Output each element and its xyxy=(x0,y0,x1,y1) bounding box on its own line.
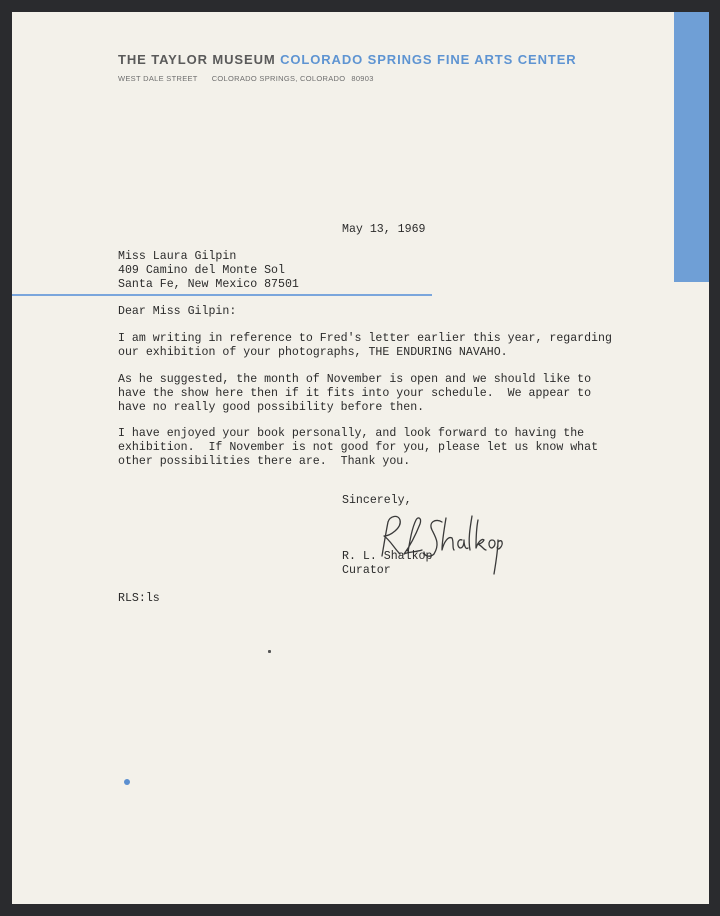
museum-name: THE TAYLOR MUSEUM xyxy=(118,52,276,67)
signer-title: Curator xyxy=(342,564,391,577)
paragraph-line: have the show here then if it fits into your schedule. We appear to xyxy=(118,386,592,400)
paragraph-line: I am writing in reference to Fred's letter earlier this year, regarding xyxy=(118,332,612,345)
paragraph-line: exhibition. If November is not good for you, please let us know what xyxy=(118,440,599,454)
blue-ink-dot xyxy=(124,779,130,785)
closing: Sincerely, xyxy=(342,494,412,507)
body-paragraph-2 xyxy=(118,373,591,414)
letterhead-blue-bar xyxy=(674,12,709,282)
paragraph-line: have no really good possibility before then. xyxy=(118,400,425,414)
reference-initials: RLS:ls xyxy=(118,592,160,605)
letterhead-rule xyxy=(12,294,432,296)
letterhead-address xyxy=(118,74,374,83)
letter-page xyxy=(12,12,709,904)
body-paragraph-3 xyxy=(118,427,598,468)
letterhead-zip: 80903 xyxy=(351,74,374,83)
paragraph-line: other possibilities there are. Thank you. xyxy=(118,454,411,468)
body-paragraph-1 xyxy=(118,332,612,360)
recipient-street: 409 Camino del Monte Sol xyxy=(118,264,285,277)
recipient-name: Miss Laura Gilpin xyxy=(118,250,237,263)
letterhead-street: WEST DALE STREET xyxy=(118,74,198,83)
paper-speck xyxy=(268,650,271,653)
paragraph-line: our exhibition of your photographs, THE ENDURING NAVAHO. xyxy=(118,345,508,359)
paragraph-line: I have enjoyed your book personally, and look forward to having the xyxy=(118,427,585,440)
salutation: Dear Miss Gilpin: xyxy=(118,305,237,318)
signer-name: R. L. Shalkop xyxy=(342,550,433,563)
paragraph-line: As he suggested, the month of November is open and we should like to xyxy=(118,373,592,386)
recipient-city: Santa Fe, New Mexico 87501 xyxy=(118,278,299,291)
fine-arts-center-name: COLORADO SPRINGS FINE ARTS CENTER xyxy=(280,52,577,67)
letter-date: May 13, 1969 xyxy=(342,223,426,236)
letterhead-city: COLORADO SPRINGS, COLORADO xyxy=(211,74,346,83)
letterhead-title xyxy=(118,52,577,67)
